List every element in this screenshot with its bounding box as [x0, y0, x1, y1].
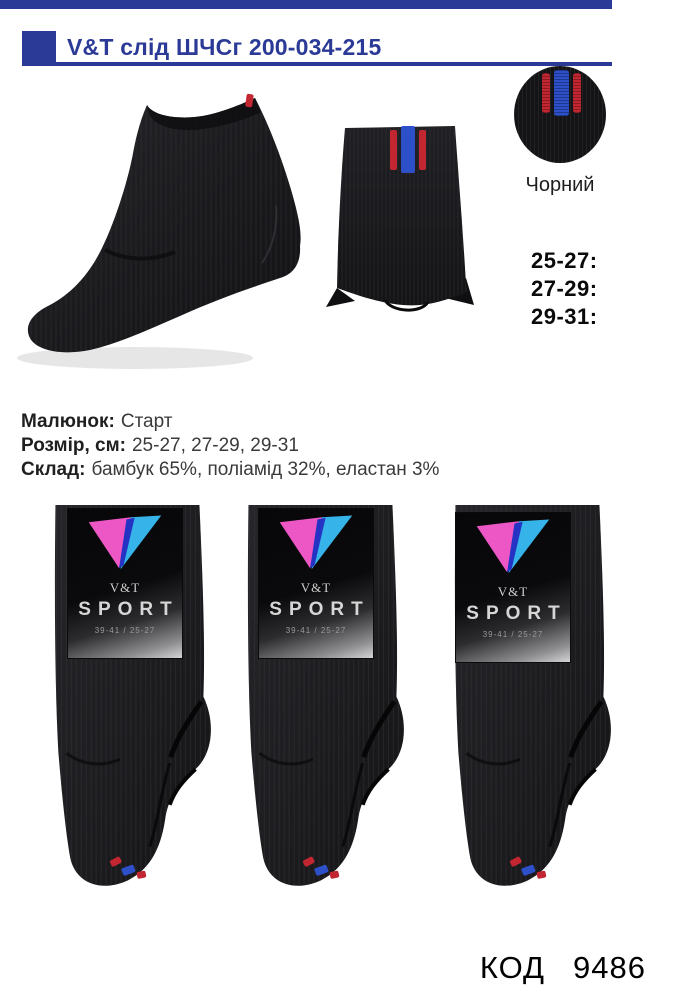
spec-value: бамбук 65%, поліамід 32%, еластан 3% — [91, 459, 440, 480]
stripe-red-icon — [573, 73, 581, 113]
spec-label: Малюнок: — [21, 411, 115, 432]
size-item: 25-27: — [531, 248, 598, 273]
product-code — [480, 950, 646, 986]
title-underline — [22, 62, 612, 66]
label-size-text: 39-41 / 25-27 — [482, 630, 544, 639]
top-accent-bar — [0, 0, 612, 9]
code-label: КОД — [479, 950, 546, 985]
size-item: 27-29: — [531, 276, 598, 301]
brand-triangle-icon — [476, 519, 550, 575]
stripe-red-icon — [542, 73, 550, 113]
color-swatch-black — [514, 66, 606, 163]
folded-sock-photo — [325, 120, 475, 315]
label-brand: V&T — [497, 584, 529, 599]
pack-label-3 — [455, 512, 571, 663]
label-size-text: 39-41 / 25-27 — [285, 626, 347, 635]
label-brand: V&T — [109, 580, 141, 595]
spec-value: 25-27, 27-29, 29-31 — [131, 435, 299, 456]
brand-stripes-icon — [390, 126, 426, 173]
main-sock-photo — [10, 88, 310, 378]
brand-triangle-icon — [279, 515, 353, 571]
stripe-blue-icon — [554, 70, 569, 116]
label-brand: V&T — [300, 580, 332, 595]
spec-value: Старт — [120, 411, 173, 432]
size-item: 29-31: — [531, 304, 598, 329]
spec-row-size — [21, 434, 439, 458]
brand-triangle-icon — [88, 515, 162, 571]
page-title: V&T слід ШЧСг 200-034-215 — [67, 34, 382, 60]
label-line: SPORT — [466, 603, 567, 624]
code-value: 9486 — [573, 950, 646, 985]
brand-logo-square — [22, 31, 56, 62]
label-line: SPORT — [78, 599, 179, 620]
spec-label: Склад: — [21, 459, 86, 480]
pack-label-2 — [258, 508, 374, 659]
color-name: Чорний — [525, 174, 595, 196]
pack-label-1 — [67, 508, 183, 659]
label-line: SPORT — [269, 599, 370, 620]
label-size-text: 39-41 / 25-27 — [94, 626, 156, 635]
spec-block — [21, 410, 439, 482]
spec-row-pattern — [21, 410, 439, 434]
spec-label: Розмір, см: — [21, 435, 126, 456]
spec-row-composition — [21, 458, 439, 482]
size-list — [531, 247, 598, 331]
sock-texture — [28, 98, 301, 352]
